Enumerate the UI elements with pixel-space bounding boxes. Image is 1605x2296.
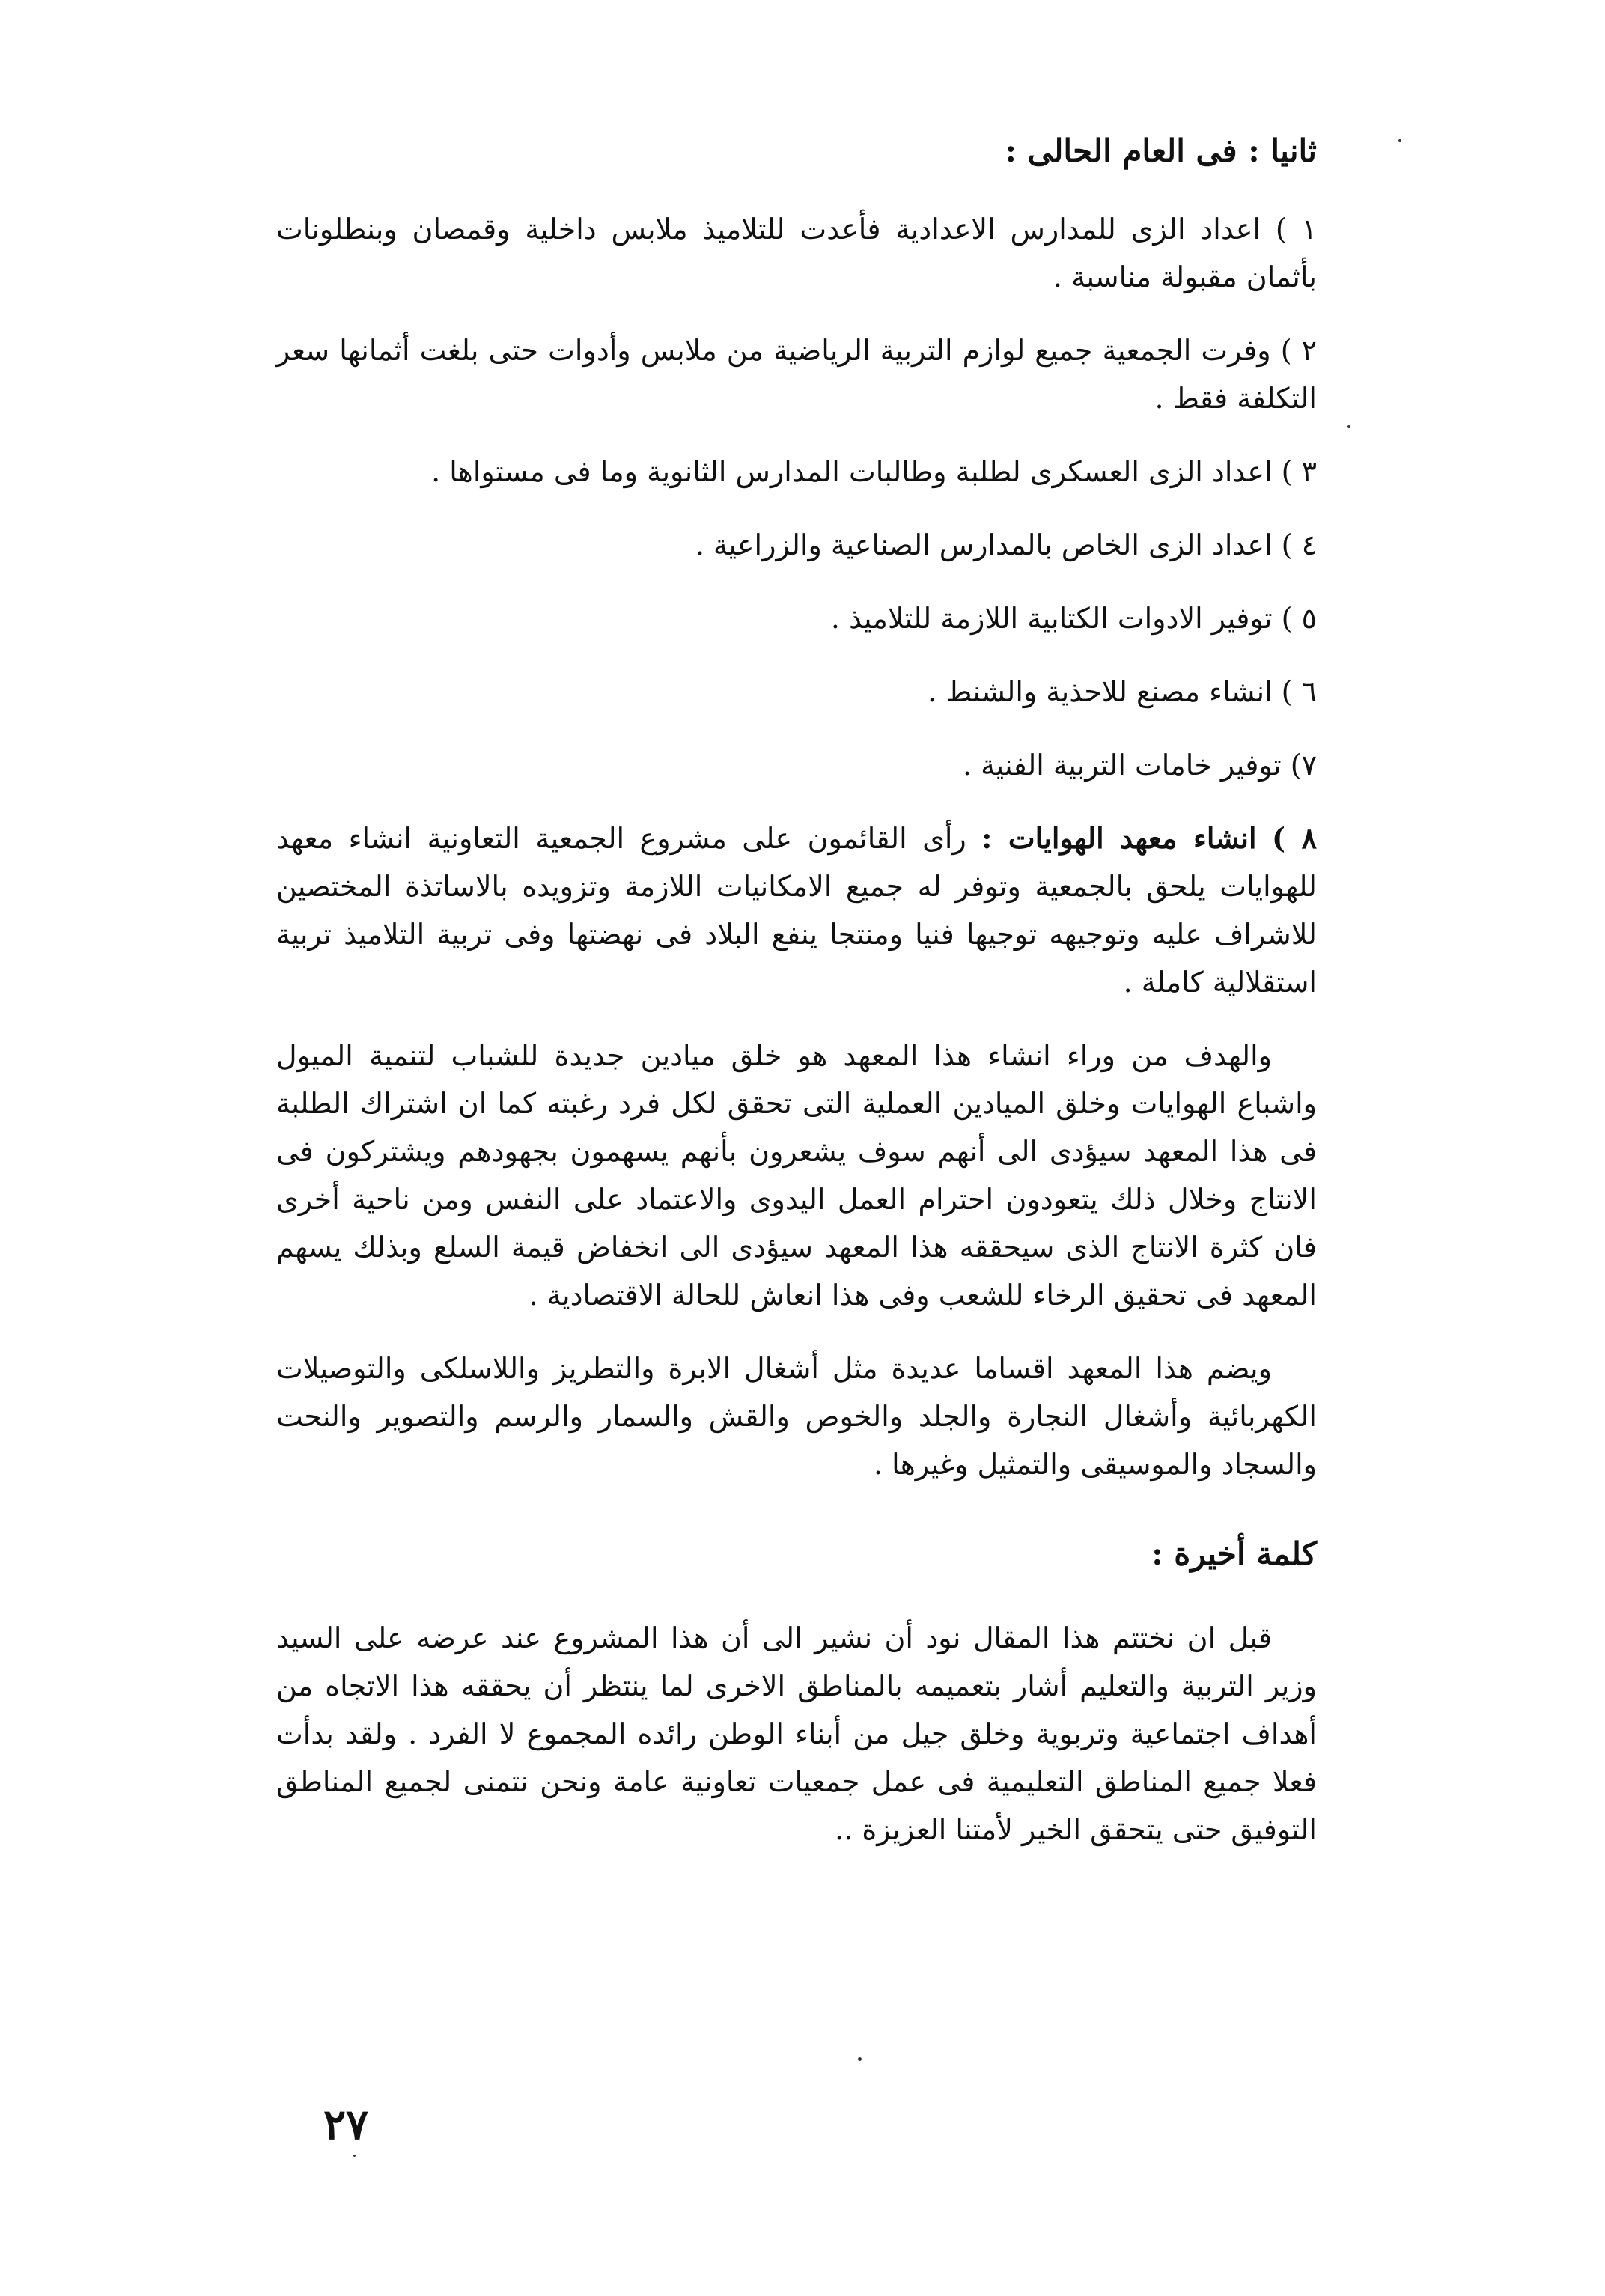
list-item-number: ٦ ) bbox=[1281, 675, 1317, 708]
list-item-lead: انشاء معهد الهوايات : bbox=[981, 821, 1257, 855]
body-text-column bbox=[276, 127, 1317, 1879]
list-item-1 bbox=[276, 205, 1317, 301]
list-item-6 bbox=[276, 668, 1317, 716]
list-item-text: انشاء مصنع للاحذية والشنط . bbox=[928, 675, 1273, 708]
list-item-number: ٧) bbox=[1290, 749, 1317, 782]
list-item-text: توفير الادوات الكتابية اللازمة للتلاميذ . bbox=[830, 602, 1273, 635]
list-item-text: توفير خامات التربية الفنية . bbox=[963, 749, 1282, 782]
section-heading-final-word: كلمة أخيرة : bbox=[1151, 1535, 1317, 1572]
paragraph-final-word: قبل ان نختتم هذا المقال نود أن نشير الى أن هذا المشروع عند عرضه على السيد وزير التربية والتعليم أشار بتعميمه بالمناطق الاخرى لما ينتظر أن يحققه هذا الاتجاه من أهداف اجتماعية وتربوية وخلق جيل من أبناء الوطن رائده المجموع لا الفرد . ولقد بدأت فعلا جميع المناطق التعليمية فى عمل جمعيات تعاونية عامة ونحن نتمنى لجميع المناطق التوفيق حتى يتحقق الخير لأمتنا العزيزة .. bbox=[276, 1621, 1317, 1846]
list-item-text: اعداد الزى الخاص بالمدارس الصناعية والزراعية . bbox=[695, 529, 1273, 561]
list-item-5 bbox=[276, 594, 1317, 642]
list-item-text: وفرت الجمعية جميع لوازم التربية الرياضية من ملابس وأدوات حتى بلغت أثمانها سعر التكلفة فقط . bbox=[276, 334, 1317, 415]
list-item-3 bbox=[276, 448, 1317, 496]
list-item-number: ٤ ) bbox=[1281, 529, 1317, 561]
list-item-number: ٥ ) bbox=[1281, 602, 1317, 635]
list-item-number: ٣ ) bbox=[1281, 455, 1317, 488]
list-item-8-hobbies-institute bbox=[276, 814, 1317, 1006]
list-item-number: ١ ) bbox=[1275, 213, 1317, 246]
scan-speck bbox=[858, 2057, 862, 2061]
list-item-2 bbox=[276, 326, 1317, 422]
scan-speck bbox=[1398, 139, 1401, 142]
list-item-number: ٨ ) bbox=[1271, 821, 1317, 855]
list-item-4 bbox=[276, 521, 1317, 569]
page-number: ٢٧ bbox=[323, 2100, 369, 2149]
section-heading-current-year: ثانيا : فى العام الحالى : bbox=[1005, 133, 1317, 169]
list-item-7 bbox=[276, 741, 1317, 789]
list-item-text: اعداد الزى للمدارس الاعدادية فأعدت للتلاميذ ملابس داخلية وقمصان وبنطلونات بأثمان مقبولة مناسبة . bbox=[276, 213, 1317, 293]
list-item-text: رأى القائمون على مشروع الجمعية التعاونية انشاء معهد للهوايات يلحق بالجمعية وتوفر له جميع الامكانيات اللازمة وتزويده بالاساتذة المختصين للاشراف عليه وتوجيهه توجيها فنيا ومنتجا ينفع البلاد فى نهضتها وفى تربية التلاميذ تربية استقلالية كاملة . bbox=[276, 822, 1317, 999]
list-item-text: اعداد الزى العسكرى لطلبة وطالبات المدارس الثانوية وما فى مستواها . bbox=[431, 455, 1273, 488]
list-item-number: ٢ ) bbox=[1280, 334, 1317, 367]
scan-speck bbox=[353, 2155, 356, 2157]
scan-speck bbox=[1347, 425, 1350, 428]
paragraph-institute-sections: ويضم هذا المعهد اقساما عديدة مثل أشغال الابرة والتطريز واللاسلكى والتوصيلات الكهربائية وأشغال النجارة والجلد والخوص والقش والسمار والرسم والتصوير والنحت والسجاد والموسيقى والتمثيل وغيرها . bbox=[276, 1352, 1317, 1481]
paragraph-institute-goal: والهدف من وراء انشاء هذا المعهد هو خلق ميادين جديدة للشباب لتنمية الميول واشباع الهوايات وخلق الميادين العملية التى تحقق لكل فرد رغبته كما ان اشتراك الطلبة فى هذا المعهد سيؤدى الى أنهم سوف يشعرون بأنهم يسهمون بجهودهم ويشتركون فى الانتاج وخلال ذلك يتعودون احترام العمل اليدوى والاعتماد على النفس ومن ناحية أخرى فان كثرة الانتاج الذى سيحققه هذا المعهد سيؤدى الى انخفاض قيمة السلع وبذلك يسهم المعهد فى تحقيق الرخاء للشعب وفى هذا انعاش للحالة الاقتصادية . bbox=[276, 1039, 1317, 1312]
